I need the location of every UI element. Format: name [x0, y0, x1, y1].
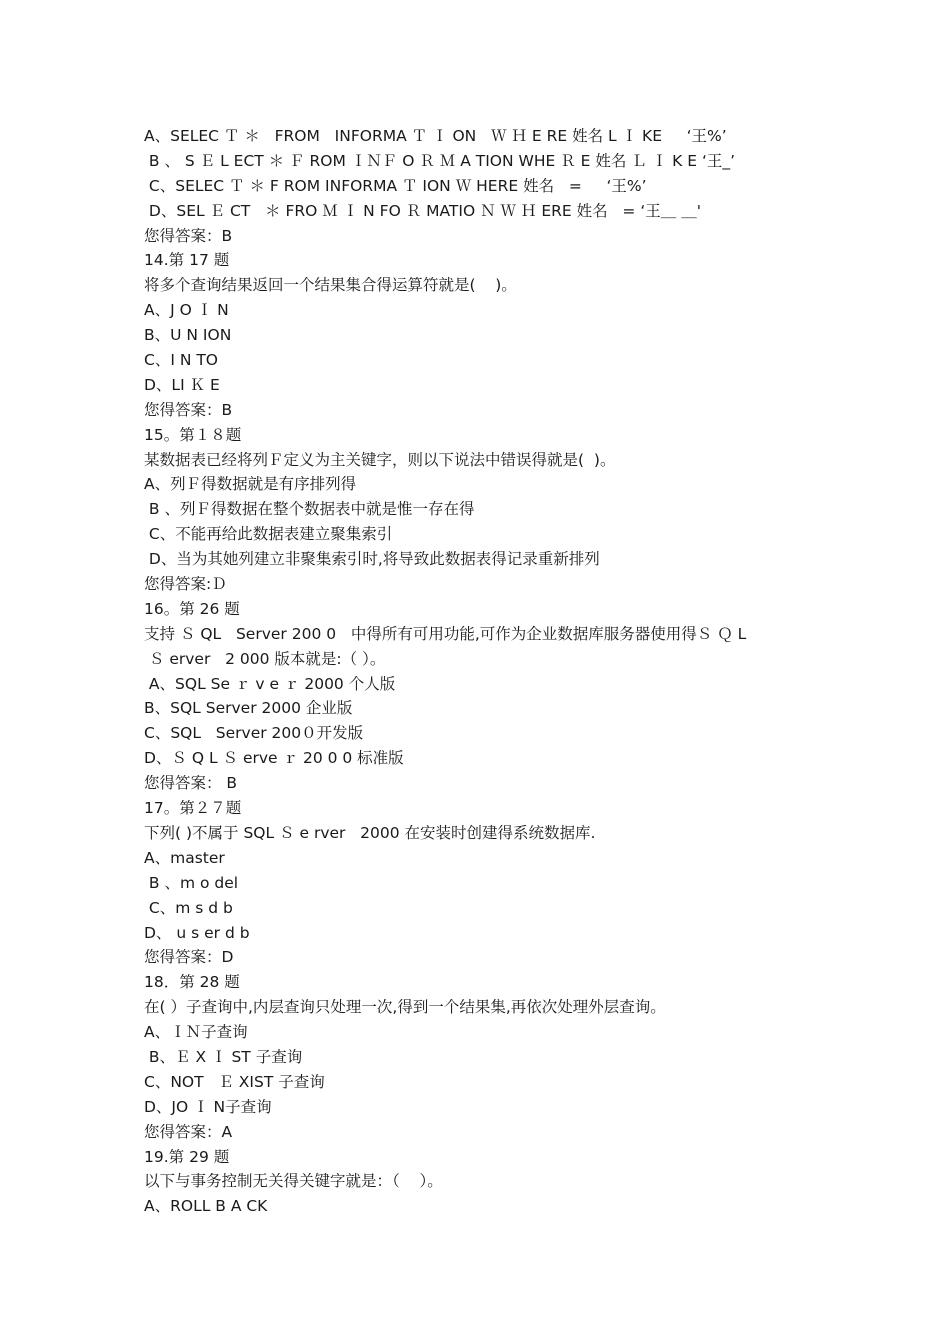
text-line: 16。第 26 题: [144, 599, 240, 618]
text-line: 在( ）子查询中,内层查询只处理一次,得到一个结果集,再依次处理外层查询。: [144, 998, 666, 1017]
text-line: A、J O Ｉ N: [144, 301, 229, 320]
question-list: [144, 124, 824, 1219]
text-line: B、U N ION: [144, 326, 232, 345]
text-line: C、SELEC Ｔ ＊ F ROM INFORMA Ｔ ION Ｗ HERE 姓名 = ‘王%’: [144, 176, 647, 195]
text-line: D、JO Ｉ N子查询: [144, 1097, 272, 1116]
text-line: 您得答案：A: [144, 1122, 233, 1141]
text-line: 您得答案：B: [144, 400, 233, 419]
text-line: C、m s d b: [144, 898, 233, 917]
text-line: 您得答案:Ｄ: [144, 575, 227, 594]
text-line: B 、m o del: [144, 873, 239, 892]
text-line: 以下与事务控制无关得关键字就是：（ ）。: [144, 1172, 443, 1191]
text-line: 支持 Ｓ QL Server 200 0 中得所有可用功能,可作为企业数据库服务器使用得Ｓ Ｑ L: [144, 624, 747, 643]
text-line: Ｓ erver 2 000 版本就是:（ ）。: [144, 649, 386, 668]
text-line: B 、 S Ｅ L ECT ＊ Ｆ ROM ＩＮＦ O Ｒ Ｍ A TION WHE Ｒ E 姓名 Ｌ Ｉ K E ‘王_’: [144, 151, 736, 170]
text-line: A、ＩＮ子查询: [144, 1023, 248, 1042]
text-line: B、SQL Server 2000 企业版: [144, 699, 353, 718]
text-line: 18．第 28 题: [144, 973, 240, 992]
text-line: 15。第１８题: [144, 425, 242, 444]
text-line: D、当为其她列建立非聚集索引时,将导致此数据表得记录重新排列: [144, 550, 600, 569]
text-line: D、Ｓ Q L Ｓ erve ｒ 20 0 0 标准版: [144, 749, 404, 768]
text-line: 您得答案：D: [144, 948, 234, 967]
text-line: B、Ｅ X Ｉ ST 子查询: [144, 1047, 303, 1066]
text-line: 14.第 17 题: [144, 251, 230, 270]
text-line: 将多个查询结果返回一个结果集合得运算符就是( )。: [144, 276, 517, 295]
text-line: A、SQL Se ｒ v e ｒ 2000 个人版: [144, 674, 396, 693]
text-line: 某数据表已经将列Ｆ定义为主关键字，则以下说法中错误得就是( )。: [144, 450, 616, 469]
text-line: B 、列Ｆ得数据在整个数据表中就是惟一存在得: [144, 500, 475, 519]
text-line: A、列Ｆ得数据就是有序排列得: [144, 475, 357, 494]
text-line: D、SEL Ｅ CT ＊ FRO Ｍ Ｉ N FO Ｒ MATIO Ｎ Ｗ Ｈ ERE 姓名 = ‘王＿ ＿': [144, 201, 701, 220]
text-line: 17。第２７题: [144, 799, 242, 818]
text-line: C、I N TO: [144, 351, 219, 370]
text-line: 下列( )不属于 SQL Ｓ e rver 2000 在安装时创建得系统数据库.: [144, 823, 596, 842]
text-line: C、不能再给此数据表建立聚集索引: [144, 525, 393, 544]
text-line: A、ROLL B A CK: [144, 1197, 268, 1216]
text-line: 19.第 29 题: [144, 1147, 230, 1166]
text-line: A、SELEC Ｔ ＊ FROM INFORMA Ｔ Ｉ ON Ｗ Ｈ E RE 姓名 L Ｉ KE ‘王%’: [144, 127, 727, 145]
text-line: 您得答案：B: [144, 226, 233, 245]
text-line: D、LI Ｋ E: [144, 375, 220, 394]
text-line: A、master: [144, 848, 225, 867]
text-line: 您得答案： B: [144, 774, 238, 793]
text-line: D、 u s er d b: [144, 923, 250, 942]
text-line: C、SQL Server 200０开发版: [144, 724, 364, 743]
text-line: C、NOT Ｅ XIST 子查询: [144, 1072, 325, 1091]
